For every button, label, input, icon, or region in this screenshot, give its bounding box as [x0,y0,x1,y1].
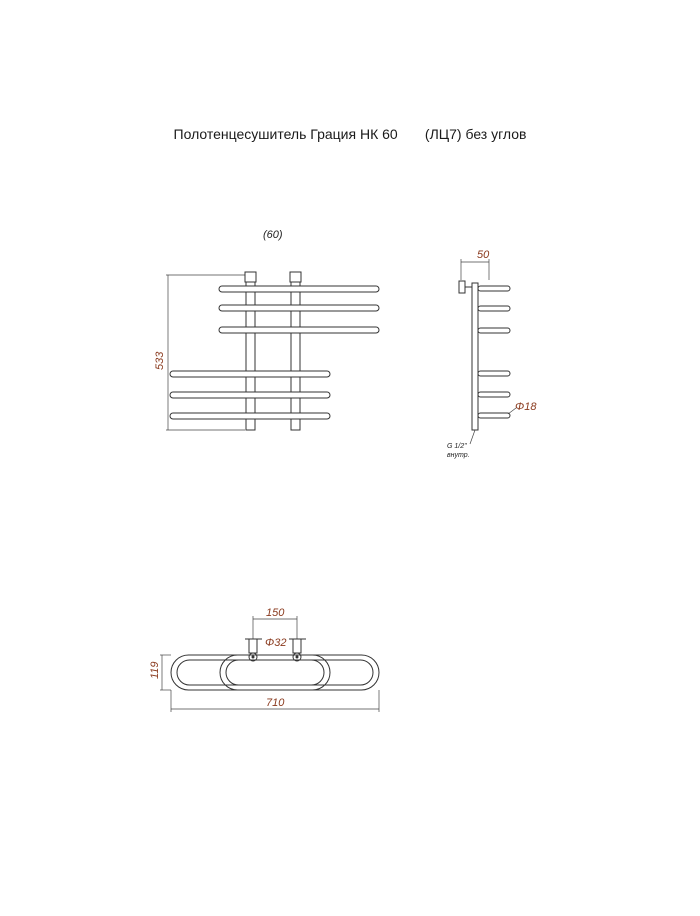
inner-loop-right [226,660,373,685]
side-view [447,249,537,459]
right-riser [291,278,300,430]
tube-diameter-label: Φ18 [515,401,537,413]
side-riser [472,283,478,430]
wall-mount [459,281,465,293]
side-rail-1 [478,286,510,291]
depth-label: 50 [477,249,490,261]
thread-label: G 1/2" [447,443,467,450]
rail-4 [170,371,330,377]
left-connection-point [252,656,255,659]
thread-note: внутр. [447,452,470,459]
rail-2 [219,305,379,311]
rail-5 [170,392,330,398]
thread-leader [470,430,475,444]
side-rail-3 [478,328,510,333]
spacing-label: 150 [266,607,285,619]
height-label: 533 [154,351,166,370]
side-rail-6 [478,413,510,418]
right-connection-stub [293,639,301,653]
right-connection-point [296,656,299,659]
drawing-title: Полотенцесушитель Грация НК 60 (ЛЦ7) без углов [173,126,527,142]
right-riser-cap [290,272,301,282]
inner-loop-left [177,660,324,685]
connection-diameter-label: Φ32 [265,637,287,649]
rail-3 [219,327,379,333]
rail-1 [219,286,379,292]
left-riser-cap [245,272,256,282]
width-label: 710 [266,697,285,709]
left-connection-stub [249,639,257,653]
left-riser [246,278,255,430]
top-depth-label: 119 [149,661,161,679]
top-view [149,607,379,712]
rail-6 [170,413,330,419]
side-rail-4 [478,371,510,376]
front-view [154,229,379,430]
model-label: (60) [263,229,283,241]
side-rail-2 [478,306,510,311]
side-rail-5 [478,392,510,397]
